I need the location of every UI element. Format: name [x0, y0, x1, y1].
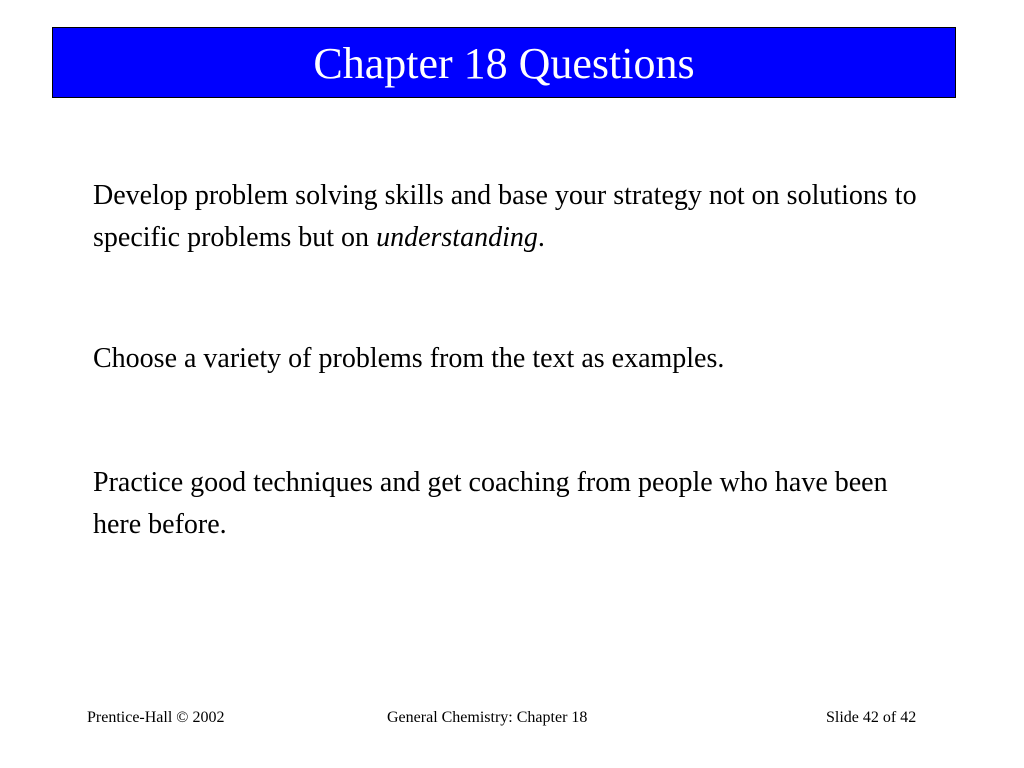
paragraph-problem-solving-end: . — [537, 222, 545, 253]
title-bar — [52, 27, 956, 98]
paragraph-problem-solving — [93, 175, 933, 259]
footer-slide-number: Slide 42 of 42 — [826, 709, 917, 726]
paragraph-practice: Practice good techniques and get coaching from people who have been here before. — [93, 467, 888, 540]
footer-course: General Chemistry: Chapter 18 — [387, 709, 588, 726]
emphasis-understanding: understanding — [376, 222, 538, 253]
paragraph-choose-problems: Choose a variety of problems from the text as examples. — [93, 343, 725, 374]
paragraph-problem-solving-text: Develop problem solving skills and base your strategy not on solutions to specific problems but on — [93, 180, 917, 253]
footer-publisher: Prentice-Hall © 2002 — [87, 709, 225, 726]
slide-title: Chapter 18 Questions — [313, 38, 695, 88]
